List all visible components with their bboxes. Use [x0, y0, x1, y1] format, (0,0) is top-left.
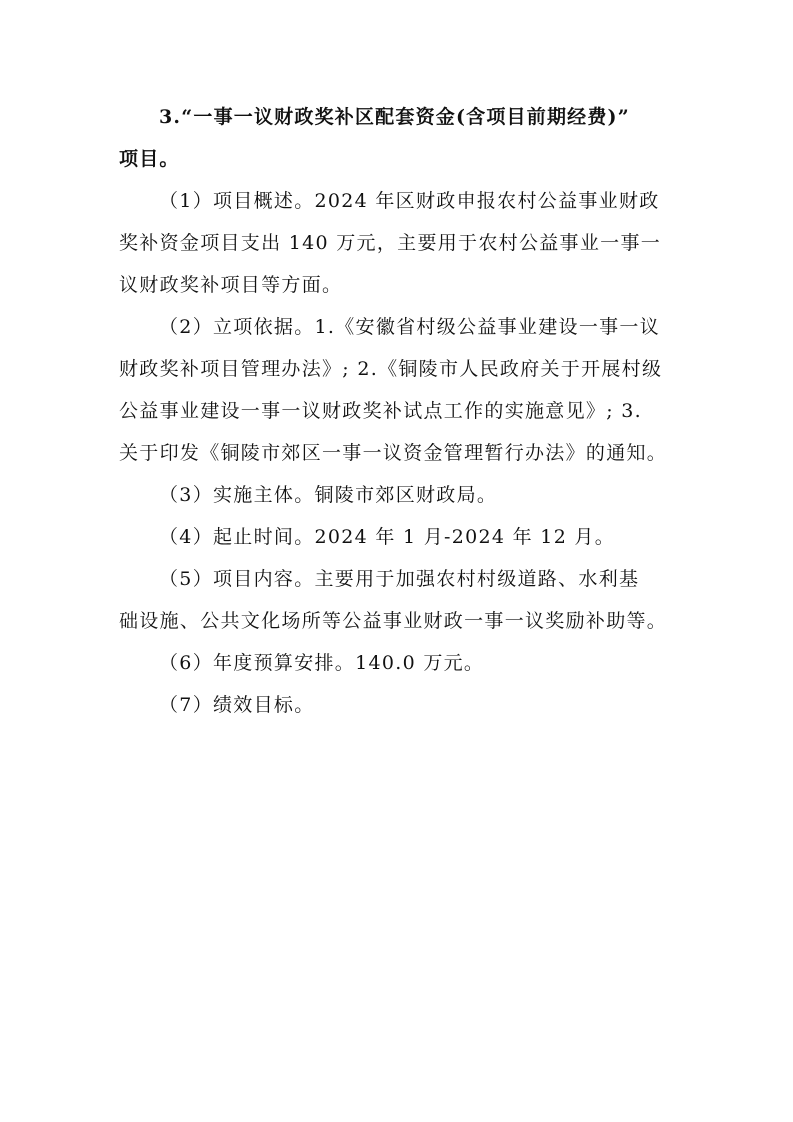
paragraph-implementer: [119, 474, 679, 516]
paragraph-line: 议财政奖补项目等方面。: [119, 274, 343, 296]
paragraph-line: （2）立项依据。1.《安徽省村级公益事业建设一事一议: [159, 316, 661, 338]
paragraph-line: （3）实施主体。铜陵市郊区财政局。: [159, 484, 498, 506]
paragraph-line: （5）项目内容。主要用于加强农村村级道路、水利基: [159, 568, 640, 590]
paragraph-line: （4）起止时间。2024 年 1 月-2024 年 12 月。: [159, 526, 616, 548]
paragraph-content: [119, 558, 679, 642]
document-body: [119, 96, 679, 726]
section-heading-line-1: 3.“一事一议财政奖补区配套资金(含项目前期经费)”: [159, 106, 630, 128]
paragraph-goals: [119, 684, 679, 726]
paragraph-line: 财政奖补项目管理办法》; 2.《铜陵市人民政府关于开展村级: [119, 358, 663, 380]
paragraph-line: 奖补资金项目支出 140 万元，主要用于农村公益事业一事一: [119, 232, 662, 254]
paragraph-basis: [119, 306, 679, 474]
paragraph-period: [119, 516, 679, 558]
paragraph-budget: [119, 642, 679, 684]
section-heading-line-2: 项目。: [119, 148, 180, 170]
paragraph-line: 关于印发《铜陵市郊区一事一议资金管理暂行办法》的通知。: [119, 442, 668, 464]
paragraph-line: （1）项目概述。2024 年区财政申报农村公益事业财政: [159, 190, 660, 212]
paragraph-line: 础设施、公共文化场所等公益事业财政一事一议奖励补助等。: [119, 610, 668, 632]
paragraph-overview: [119, 180, 679, 306]
paragraph-line: （7）绩效目标。: [159, 694, 315, 716]
paragraph-line: （6）年度预算安排。140.0 万元。: [159, 652, 485, 674]
paragraph-line: 公益事业建设一事一议财政奖补试点工作的实施意见》; 3.: [119, 400, 642, 422]
